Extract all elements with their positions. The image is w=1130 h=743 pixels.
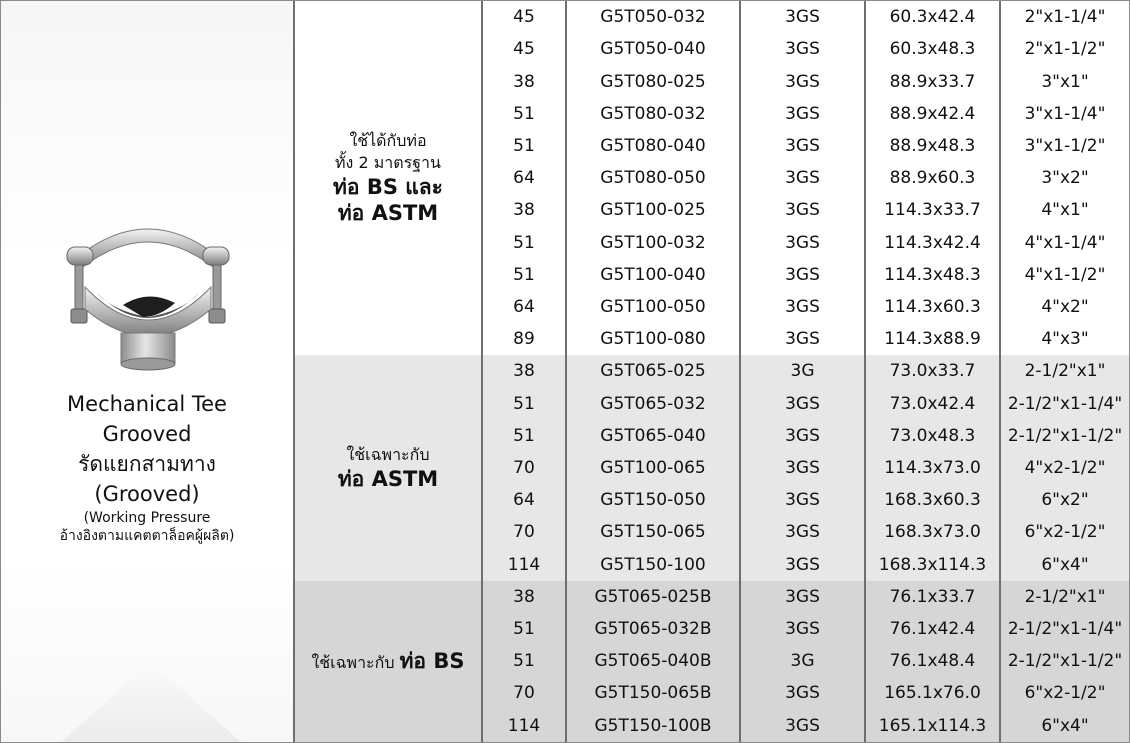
group-label-text: ใช้เฉพาะกับ: [311, 653, 395, 673]
model-code-cell: G5T100-080: [566, 323, 740, 355]
model-code-cell: G5T080-040: [566, 130, 740, 162]
outlet-size-cell: 51: [482, 420, 566, 452]
pipe-size-mm-cell: 114.3x88.9: [865, 323, 1000, 355]
pipe-size-inch-cell: 6"x2-1/2": [1000, 677, 1129, 709]
model-code-cell: G5T080-025: [566, 65, 740, 97]
pipe-size-inch-cell: 4"x1": [1000, 194, 1129, 226]
product-description: [1, 389, 293, 545]
pipe-size-inch-cell: 4"x2-1/2": [1000, 452, 1129, 484]
pipe-size-mm-cell: 88.9x60.3: [865, 162, 1000, 194]
pipe-size-mm-cell: 76.1x42.4: [865, 613, 1000, 645]
outlet-size-cell: 45: [482, 33, 566, 65]
group-label-text: ใช้ได้กับท่อ: [349, 131, 427, 151]
type-cell: 3GS: [740, 452, 865, 484]
group-label-text: ทั้ง 2 มาตรฐาน: [335, 153, 441, 173]
product-type-en-paren: (Grooved): [94, 482, 200, 506]
pipe-size-mm-cell: 165.1x114.3: [865, 709, 1000, 742]
type-cell: 3GS: [740, 387, 865, 419]
model-code-cell: G5T065-040B: [566, 645, 740, 677]
group-label-emphasis: ท่อ ASTM: [337, 466, 439, 491]
pipe-size-inch-cell: 2"x1-1/4": [1000, 1, 1129, 33]
model-code-cell: G5T080-050: [566, 162, 740, 194]
pipe-size-inch-cell: 4"x3": [1000, 323, 1129, 355]
model-code-cell: G5T100-065: [566, 452, 740, 484]
type-cell: 3GS: [740, 291, 865, 323]
pipe-size-inch-cell: 3"x1-1/2": [1000, 130, 1129, 162]
product-name-en: Mechanical Tee: [67, 392, 227, 416]
outlet-size-cell: 38: [482, 194, 566, 226]
outlet-size-cell: 38: [482, 65, 566, 97]
type-cell: 3GS: [740, 548, 865, 580]
pipe-size-inch-cell: 2-1/2"x1-1/2": [1000, 420, 1129, 452]
type-cell: 3GS: [740, 33, 865, 65]
product-panel: [1, 1, 295, 742]
pipe-size-mm-cell: 88.9x48.3: [865, 130, 1000, 162]
outlet-size-cell: 51: [482, 645, 566, 677]
type-cell: 3GS: [740, 613, 865, 645]
type-cell: 3G: [740, 355, 865, 387]
model-code-cell: G5T150-050: [566, 484, 740, 516]
model-code-cell: G5T150-100: [566, 548, 740, 580]
outlet-size-cell: 51: [482, 98, 566, 130]
pipe-size-mm-cell: 114.3x73.0: [865, 452, 1000, 484]
type-cell: 3GS: [740, 65, 865, 97]
type-cell: 3GS: [740, 420, 865, 452]
group-label: [295, 581, 482, 742]
pipe-size-inch-cell: 6"x4": [1000, 548, 1129, 580]
floor-shadow: [61, 662, 241, 742]
product-type-en: Grooved: [102, 422, 192, 446]
outlet-size-cell: 38: [482, 581, 566, 613]
model-code-cell: G5T150-065B: [566, 677, 740, 709]
model-code-cell: G5T100-050: [566, 291, 740, 323]
group-label-emphasis: ท่อ ASTM: [337, 201, 439, 226]
model-code-cell: G5T100-040: [566, 259, 740, 291]
type-cell: 3GS: [740, 226, 865, 258]
product-name-th: รัดแยกสามทาง: [78, 452, 216, 476]
catalog-reference-note: อ้างอิงตามแคตตาล็อคผู้ผลิต): [59, 528, 235, 544]
pipe-size-mm-cell: 114.3x33.7: [865, 194, 1000, 226]
model-code-cell: G5T100-025: [566, 194, 740, 226]
pipe-size-inch-cell: 2-1/2"x1-1/2": [1000, 645, 1129, 677]
model-code-cell: G5T065-025: [566, 355, 740, 387]
pipe-size-inch-cell: 2-1/2"x1": [1000, 581, 1129, 613]
spec-table: [295, 1, 1129, 742]
group-label-emphasis: ท่อ BS: [399, 649, 465, 674]
pipe-size-mm-cell: 88.9x33.7: [865, 65, 1000, 97]
pipe-size-mm-cell: 168.3x60.3: [865, 484, 1000, 516]
type-cell: 3GS: [740, 130, 865, 162]
type-cell: 3GS: [740, 323, 865, 355]
outlet-size-cell: 70: [482, 677, 566, 709]
outlet-size-cell: 114: [482, 548, 566, 580]
outlet-size-cell: 70: [482, 516, 566, 548]
pipe-size-inch-cell: 2-1/2"x1": [1000, 355, 1129, 387]
pipe-size-inch-cell: 4"x1-1/2": [1000, 259, 1129, 291]
model-code-cell: G5T080-032: [566, 98, 740, 130]
model-code-cell: G5T065-032B: [566, 613, 740, 645]
type-cell: 3GS: [740, 1, 865, 33]
outlet-size-cell: 38: [482, 355, 566, 387]
table-row: [295, 1, 1129, 33]
model-code-cell: G5T100-032: [566, 226, 740, 258]
type-cell: 3GS: [740, 98, 865, 130]
outlet-size-cell: 114: [482, 709, 566, 742]
outlet-size-cell: 89: [482, 323, 566, 355]
pipe-size-mm-cell: 76.1x48.4: [865, 645, 1000, 677]
pipe-size-mm-cell: 168.3x114.3: [865, 548, 1000, 580]
type-cell: 3GS: [740, 677, 865, 709]
pipe-size-inch-cell: 6"x4": [1000, 709, 1129, 742]
group-label-emphasis: ท่อ BS และ: [333, 175, 443, 200]
outlet-size-cell: 51: [482, 613, 566, 645]
pipe-size-mm-cell: 165.1x76.0: [865, 677, 1000, 709]
pipe-size-mm-cell: 73.0x33.7: [865, 355, 1000, 387]
outlet-size-cell: 51: [482, 226, 566, 258]
pipe-size-inch-cell: 4"x1-1/4": [1000, 226, 1129, 258]
pipe-size-inch-cell: 6"x2": [1000, 484, 1129, 516]
pipe-size-mm-cell: 168.3x73.0: [865, 516, 1000, 548]
model-code-cell: G5T150-065: [566, 516, 740, 548]
group-label: [295, 355, 482, 580]
pipe-size-mm-cell: 76.1x33.7: [865, 581, 1000, 613]
model-code-cell: G5T050-032: [566, 1, 740, 33]
pipe-size-inch-cell: 2-1/2"x1-1/4": [1000, 387, 1129, 419]
type-cell: 3GS: [740, 709, 865, 742]
type-cell: 3GS: [740, 194, 865, 226]
model-code-cell: G5T065-032: [566, 387, 740, 419]
pipe-size-mm-cell: 114.3x60.3: [865, 291, 1000, 323]
outlet-size-cell: 70: [482, 452, 566, 484]
pipe-size-inch-cell: 3"x1": [1000, 65, 1129, 97]
type-cell: 3GS: [740, 484, 865, 516]
type-cell: 3GS: [740, 162, 865, 194]
pipe-size-inch-cell: 2"x1-1/2": [1000, 33, 1129, 65]
outlet-size-cell: 45: [482, 1, 566, 33]
type-cell: 3GS: [740, 516, 865, 548]
table-row: [295, 581, 1129, 613]
pipe-size-inch-cell: 3"x1-1/4": [1000, 98, 1129, 130]
outlet-size-cell: 51: [482, 387, 566, 419]
pipe-size-mm-cell: 114.3x42.4: [865, 226, 1000, 258]
type-cell: 3GS: [740, 259, 865, 291]
pipe-size-mm-cell: 60.3x42.4: [865, 1, 1000, 33]
mechanical-tee-image: [63, 213, 233, 375]
model-code-cell: G5T065-040: [566, 420, 740, 452]
outlet-size-cell: 64: [482, 484, 566, 516]
type-cell: 3G: [740, 645, 865, 677]
pipe-size-mm-cell: 114.3x48.3: [865, 259, 1000, 291]
outlet-size-cell: 64: [482, 291, 566, 323]
pipe-size-mm-cell: 88.9x42.4: [865, 98, 1000, 130]
pipe-size-inch-cell: 4"x2": [1000, 291, 1129, 323]
group-label-text: ใช้เฉพาะกับ: [346, 444, 430, 464]
pipe-size-mm-cell: 73.0x48.3: [865, 420, 1000, 452]
outlet-size-cell: 51: [482, 130, 566, 162]
table-row: [295, 355, 1129, 387]
outlet-size-cell: 64: [482, 162, 566, 194]
model-code-cell: G5T050-040: [566, 33, 740, 65]
pipe-size-inch-cell: 6"x2-1/2": [1000, 516, 1129, 548]
type-cell: 3GS: [740, 581, 865, 613]
model-code-cell: G5T150-100B: [566, 709, 740, 742]
pipe-size-inch-cell: 2-1/2"x1-1/4": [1000, 613, 1129, 645]
model-code-cell: G5T065-025B: [566, 581, 740, 613]
pipe-size-inch-cell: 3"x2": [1000, 162, 1129, 194]
working-pressure-note: (Working Pressure: [83, 510, 211, 526]
outlet-size-cell: 51: [482, 259, 566, 291]
pipe-size-mm-cell: 60.3x48.3: [865, 33, 1000, 65]
pipe-size-mm-cell: 73.0x42.4: [865, 387, 1000, 419]
group-label: [295, 1, 482, 355]
